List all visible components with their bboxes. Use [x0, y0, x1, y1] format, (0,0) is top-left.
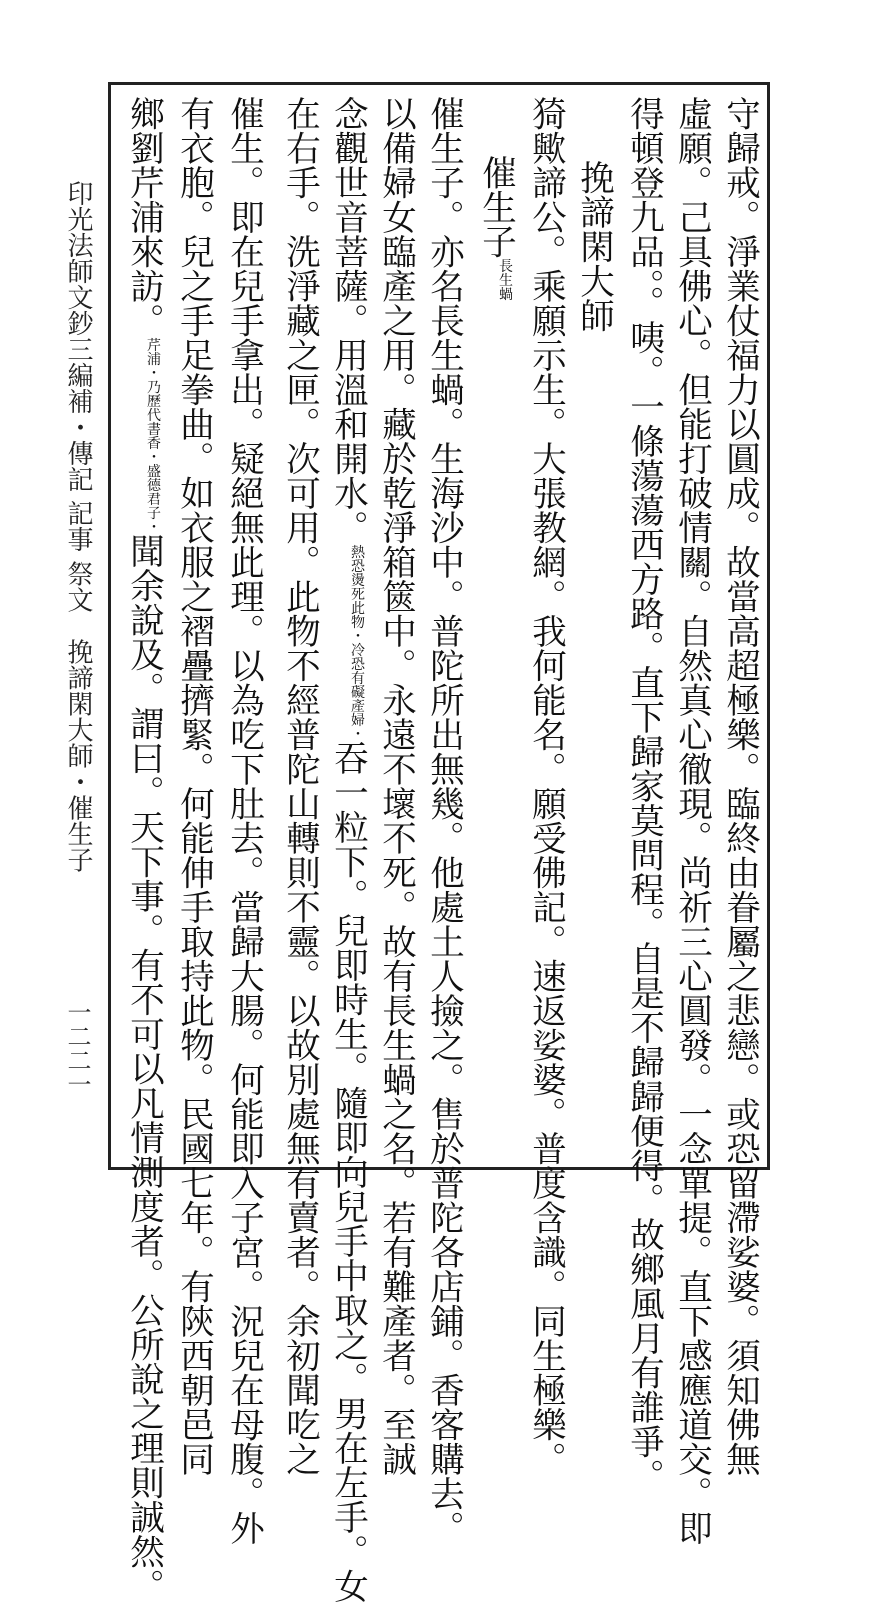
text-column: 以備婦女臨產之用。藏於乾淨箱篋中。永遠不壞不死。故有長生蝸之名。若有難產者。至誠	[378, 96, 413, 1476]
page-border-top	[108, 82, 770, 85]
section-title	[478, 155, 513, 301]
text-column: 守歸戒。淨業仗福力以圓成。故當高超極樂。臨終由眷屬之悲戀。或恐留滯娑婆。須知佛無	[722, 96, 757, 1476]
text-column: 催生子。亦名長生蝸。生海沙中。普陀所出無幾。他處土人撿之。售於普陀各店鋪。香客購去。	[426, 96, 461, 1545]
column-text-continued: 吞一粒下。兒即時生。隨即向兒手中取之。男在左手。女	[328, 741, 368, 1603]
annotation-note: 熱恐燙死此物・冷恐有礙產婦・	[349, 545, 365, 741]
page-border-left	[108, 82, 111, 1170]
running-title: 印光法師文鈔三編補・傳記 記事 祭文 挽諦閑大師・催生子	[60, 180, 97, 873]
text-column: 在右手。洗淨藏之匣。次可用。此物不經普陀山轉則不靈。以故別處無有賣者。余初聞吃之	[282, 96, 317, 1476]
column-text: 念觀世音菩薩。用溫和開水。	[328, 96, 368, 545]
text-column	[330, 96, 365, 1603]
annotation-note: 芹浦・乃歷代書香・盛德君子・	[145, 338, 161, 534]
text-column: 虛願。己具佛心。但能打破情關。自然真心徹現。尚祈三心圓發。一念單提。直下感應道交。即	[674, 96, 709, 1545]
text-column: 猗歟諦公。乘願示生。大張教網。我何能名。願受佛記。速返娑婆。普度含識。同生極樂。	[528, 96, 563, 1476]
text-column: 得頓登九品。。咦。一條蕩蕩西方路。直下歸家莫問程。自是不歸歸便得。故鄉風月有誰爭。	[626, 96, 661, 1493]
text-column: 有衣胞。兒之手足拳曲。如衣服之褶疊擠緊。何能伸手取持此物。民國七年。有陝西朝邑同	[176, 96, 211, 1476]
page-number: 一二二一	[60, 1000, 95, 1096]
text-column	[126, 96, 161, 1603]
title-text: 催生子	[476, 155, 516, 259]
section-heading: 挽諦閑大師	[576, 160, 611, 333]
text-column: 催生。即在兒手拿出。疑絕無此理。以為吃下肚去。當歸大腸。何能即入子宮。況兒在母腹。外	[226, 96, 261, 1545]
subtitle-note: 長生蝸	[497, 259, 513, 301]
column-text: 鄉劉芹浦來訪。	[124, 96, 164, 338]
page-border-right	[767, 82, 770, 1170]
column-text-continued: 聞余說及。謂曰。天下事。有不可以凡情測度者。公所說之理則誠然。	[124, 534, 164, 1603]
